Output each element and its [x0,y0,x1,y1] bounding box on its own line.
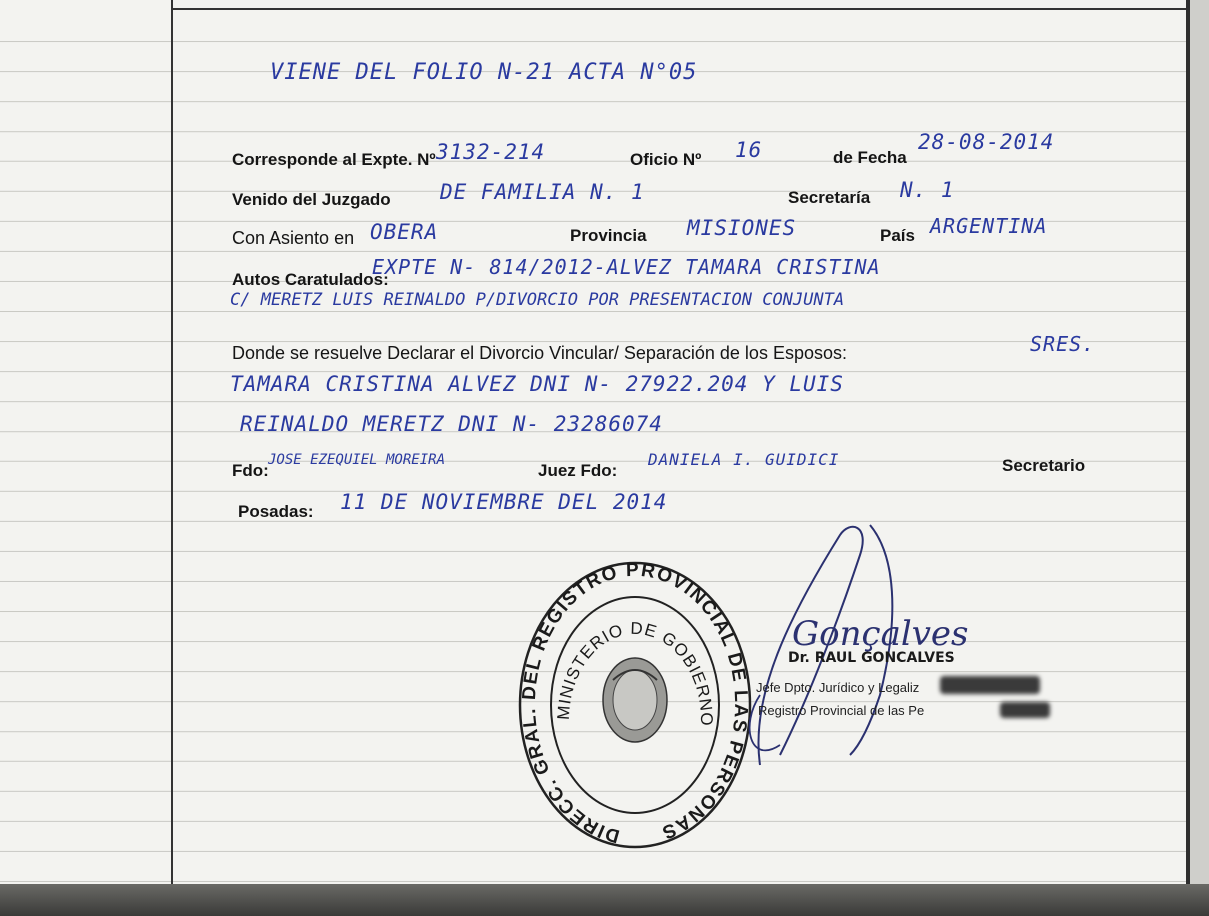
oficio-label: Oficio Nº [630,150,702,169]
pais-label: País [880,226,915,245]
secretaria-label: Secretaría [788,188,871,207]
margin-line [171,0,173,885]
provincia-value: MISIONES [687,216,797,240]
header-note: VIENE DEL FOLIO N-21 ACTA N°05 [270,60,698,85]
juez-label: Juez Fdo: [538,461,618,480]
juzgado-label: Venido del Juzgado [232,190,391,209]
asiento-label: Con Asiento en [232,228,355,248]
scan-bottom-edge [0,884,1209,916]
signature-script: Gonçalves [792,614,969,654]
signatory-title: Jefe Dpto. Jurídico y Legaliz [756,680,920,695]
autos-line1: EXPTE N- 814/2012-ALVEZ TAMARA CRISTINA [372,255,881,279]
fecha-label: de Fecha [833,148,907,167]
autos-line2: C/ MERETZ LUIS REINALDO P/DIVORCIO POR PRESENTACION CONJUNTA [230,290,845,310]
juzgado-value: DE FAMILIA N. 1 [440,180,645,204]
fdo-juez-value: JOSE EZEQUIEL MOREIRA [268,452,446,468]
resuelve-value: SRES. [1030,332,1096,356]
esposos-line2: REINALDO MERETZ DNI N- 23286074 [240,412,663,436]
stamp-outer-text: DIRECC. GRAL. DEL REGISTRO PROVINCIAL DE LAS PERSONAS [518,560,752,847]
autos-label: Autos Caratulados: [232,270,389,289]
asiento-value: OBERA [370,220,439,244]
posadas-value: 11 DE NOVIEMBRE DEL 2014 [340,490,668,514]
secretaria-value: N. 1 [900,178,955,202]
scan-edge [1190,0,1209,916]
oficio-value: 16 [735,138,763,162]
provincia-label: Provincia [570,226,647,245]
secretario-label: Secretario [1002,456,1086,475]
fdo-label: Fdo: [232,461,269,480]
redaction-1 [940,676,1040,694]
fecha-value: 28-08-2014 [918,130,1055,154]
expte-label: Corresponde al Expte. Nº [232,150,436,169]
signatory-name: Dr. RAUL GONCALVES [788,650,955,666]
fdo-secretario-value: DANIELA I. GUIDICI [648,450,840,469]
signatory-office: Registro Provincial de las Pe [758,703,925,718]
resuelve-label: Donde se resuelve Declarar el Divorcio Vincular/ Separación de los Esposos: [232,343,847,363]
posadas-label: Posadas: [238,502,314,521]
coat-of-arms-icon [603,658,667,742]
pais-value: ARGENTINA [930,214,1048,238]
official-stamp [517,560,753,850]
redaction-2 [1000,702,1050,718]
esposos-line1: TAMARA CRISTINA ALVEZ DNI N- 27922.204 Y LUIS [230,372,844,396]
signature-drawing [720,495,980,775]
top-rule [171,8,1190,10]
stamp-inner-text: MINISTERIO DE GOBIERNO [553,618,717,727]
expte-value: 3132-214 [436,140,546,164]
